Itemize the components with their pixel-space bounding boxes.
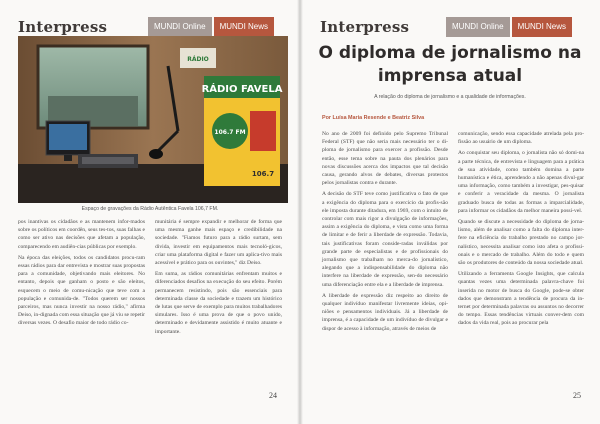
- radio-studio-illustration: [18, 36, 288, 203]
- section-tabs: [446, 17, 572, 37]
- paragraph: Ao conquistar seu diploma, o jornalista não só domi-na a parte técnica, de entrevista e linguagem para a prática de sua atividade, como também domina a parte humanística e ética, aprendendo a não apenas divul-gar uma informação, como também a investigar, pes-quisar e conferir a veracidade da mesma. O jornalista graduado busca de todas as formas a imparcialidade, para informar os cidadãos da melhor maneira possí-vel.: [458, 150, 584, 214]
- article-title-line-1: O diploma de jornalismo na: [318, 43, 582, 63]
- paragraph: Quando se discute a necessidade do diploma de jorna-lismo, além de analisar como a falta do diploma inter-fere na eficiência do trabalho prestado no campo jor-nalístico, necessita analisar como isto afeta o profissi-onais e o mercado de trabalho. Além do todo e quem são os produtores de conteúdo da nossa sociedade atual.: [458, 219, 584, 267]
- sign-radio-favela: RÁDIO FAVELA: [201, 84, 283, 95]
- paragraph: A decisão do STF teve como justificativa o fato de que a exigência do diploma para o exercício da profis-são ele imposta durante ditadura, em 1969, com o intuito de controlar com mais rigor a divulgação de informações, assim a exigência do diploma, e vista como uma forma de limitar e de ferir a liberdade de expressão. Todavia, tais justificativas foram conside-radas inválidas por grande parte de especialistas e de profissionais do jornalismo que trabalham no merca-do jornalístico, alegando que a indispensabilidade do diploma não interfere na liberdade de expressão, sen-do necessário uma diferenciação entre ela e a liberdade de imprensa.: [322, 191, 448, 288]
- tab-mundi-online[interactable]: MUNDI Online: [148, 17, 212, 37]
- paragraph: Utilizando a ferramenta Google Insights, que calcula quantas vezes uma determinada palavra-chave foi inserida no motor de busca do Google, pode-se obter dados que demonstram a tendência de procura da in-ternet por determinada palavras ou assuntos no decorrer do tempo. Essas tendências virtuais conver-dem com dados da vida real, pois ao procurar pela: [458, 271, 584, 327]
- tab-mundi-news[interactable]: MUNDI News: [214, 17, 274, 37]
- paragraph: Em suma, as rádios comunitárias enfrentam muitos e diferenciados desafios na execução do seu efeito. Porém permanecem resistindo, pois são essenciais para determinada classe da sociedade e trazem um histórico de lutas que serve de exemplo para muitos trabalhadores simulares. Isso é uma prova de que o povo unido, determinado e devidamente assistido é muito atuante e importante.: [155, 271, 282, 335]
- right-article-body: [322, 130, 584, 336]
- page-gutter: [297, 0, 303, 424]
- tab-mundi-news[interactable]: MUNDI News: [512, 17, 572, 37]
- paragraph: No ano de 2009 foi definido pelo Supremo Tribunal Federal (STF) que não seria mais necessário ter o di-ploma de jornalismo para exercer a profissão. Desde então, esse tema sobre na pauta dos plenários para novas discussões acerca dos impactos que tal decisão causa, gerando alvos de debates, diversas protestos pelos jornalistas contra e durante.: [322, 131, 448, 187]
- brand-logo: Interpress: [320, 18, 410, 36]
- article-byline: Por Luísa Maria Resende e Beatriz Silva: [322, 115, 425, 121]
- right-column-2: [458, 130, 584, 336]
- page-number: 25: [573, 391, 581, 400]
- right-page: [300, 0, 600, 424]
- paragraph: comunicação, sendo essa capacidade atrelada pela pro-fissão ao usuário de um diploma.: [458, 131, 584, 146]
- left-column-1: [18, 218, 145, 339]
- left-column-2: [155, 218, 282, 339]
- article-title: [300, 42, 600, 88]
- brand-logo: Interpress: [18, 18, 108, 36]
- section-tabs: [148, 17, 274, 37]
- right-column-1: [322, 130, 448, 336]
- sign-radio-small: RÁDIO: [187, 56, 209, 63]
- photo-caption: Espaço de gravações da Rádio Autêntica Favela 106,7 FM.: [81, 206, 219, 212]
- tab-mundi-online[interactable]: MUNDI Online: [446, 17, 510, 37]
- sign-frequency-lower: 106.7: [251, 170, 275, 178]
- left-article-body: [18, 218, 282, 339]
- article-subtitle: A relação do diploma de jornalismo e a qualidade de informações.: [374, 94, 526, 100]
- page-number: 24: [269, 391, 277, 400]
- article-title-line-2: imprensa atual: [377, 66, 523, 86]
- paragraph: Na época das eleições, todos os candidatos procu-ram essas rádios para dar entrevista e mostrar suas propostas para a comunidade, objetivando mais eleitores. No entanto, depois que ganham o posto e são eleitos, esquecem o meio de comu-nicação que teve com a população e comunida-de. "Todos querem ser nossos parceiros, mas nunca investir na nosso rádio," afirma Deiso, in-dignada com essa situação que já viu se repetir diversas vezes. O desafio maior de todo rádio co-: [18, 254, 145, 327]
- paragraph: pos inantivas os cidadãos e as mantenem infor-mados sobre os políticos em coordên, seus tes-tos, suas falhas e como ser ativo nas decisões que afetam a população, comparecendo em audiên-cias públicas por exemplo.: [18, 219, 145, 250]
- paragraph: A liberdade de expressão diz respeito ao direito de qualquer indivíduo manifestar livremente ideias, opi-niões e pensamentos individuais. Já a liberdade de imprensa, é a capacidade de um indivíduo de divulgar e dispor de acesso à informação, através de meios de: [322, 292, 448, 332]
- paragraph: munitária é sempre expandir e melhorar de forma que uma mesma ganhe mais espaço e credibilidade na sociedade. "Fiamos futuro para a rádio surtam, sem divida, investir em equipamentos mais tecnoló-gicos, criar uma plataforma digital e fazer um aplica-tivo mais acessível e prático para os ouvintes," diz Deiso.: [155, 219, 282, 267]
- radio-studio-photo: [18, 36, 288, 203]
- sign-frequency: 106.7 FM: [214, 129, 246, 136]
